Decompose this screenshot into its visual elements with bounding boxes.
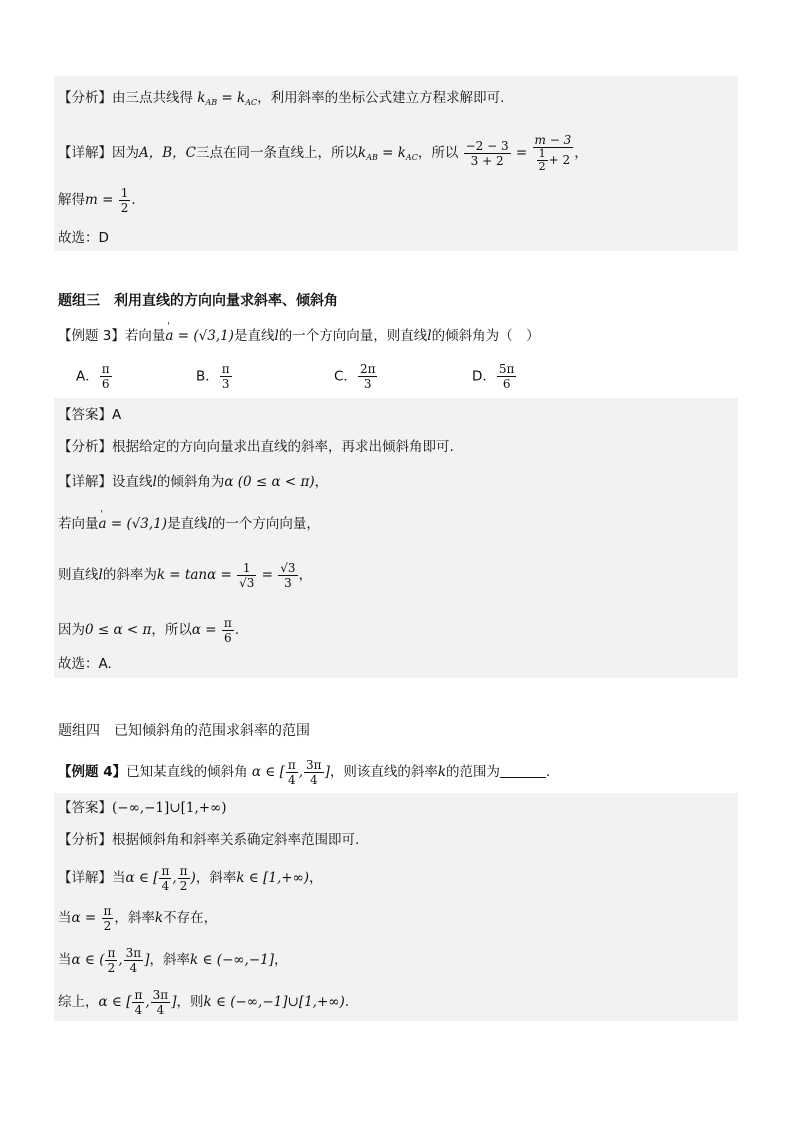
- example3-answer: 【答案】A: [58, 407, 122, 423]
- example4-stem: 【例题 4】已知某直线的倾斜角 α ∈ [ $\frac{\pi}{4}$ , $\frac{3\pi}{4}$ ]，则该直线的斜率k的范围为 .: [58, 757, 551, 787]
- option-d[interactable]: D． $\frac{5\pi}{6}$: [472, 362, 515, 391]
- example3-detail-3: 则直线l的斜率为k = tanα = $\frac{1}{√3}$ = $\frac{√3}{3}$ ，: [58, 560, 313, 590]
- example3-detail-1: 【详解】设直线l的倾斜角为α (0 ≤ α < π)，: [58, 474, 329, 490]
- option-a[interactable]: A． $\frac{\pi}{6}$: [76, 362, 110, 391]
- option-b[interactable]: B． $\frac{\pi}{3}$: [196, 362, 230, 391]
- group3-title: 题组三 利用直线的方向向量求斜率、倾斜角: [58, 293, 338, 309]
- frac-slope-ac: m − 3 $\frac{1}{2}$ + 2: [534, 133, 572, 173]
- group4-title: 题组四 已知倾斜角的范围求斜率的范围: [58, 723, 310, 739]
- example3-analysis: 【分析】根据给定的方向向量求出直线的斜率，再求出倾斜角即可.: [58, 439, 454, 455]
- example3-detail-4: 因为0 ≤ α < π，所以α = $\frac{\pi}{6}$ .: [58, 615, 240, 645]
- example4-detail-1: 【详解】当α ∈ [ $\frac{\pi}{4}$ , $\frac{\pi}{2}$ )，斜率k ∈ [1,+∞)，: [58, 863, 323, 893]
- example4-answer: 【答案】(−∞,−1]∪[1,+∞): [58, 800, 227, 816]
- example4-analysis: 【分析】根据倾斜角和斜率关系确定斜率范围即可.: [58, 832, 360, 848]
- prev-choose: 故选：D: [58, 230, 109, 246]
- prev-solve-line: 解得m = $\frac{1}{2}$ .: [58, 185, 136, 215]
- example3-detail-2: 若向量' a = (√3,1)是直线l的一个方向向量，: [58, 514, 320, 534]
- prev-detail-line: 【详解】因为A，B，C三点在同一条直线上，所以$k_{AB} = k_{AC}$，所以 $\frac{-2 - 3}{3 + 2}$ = m − 3 $\frac{1}{2}$ + 2 ，: [58, 133, 588, 173]
- frac-slope-ab: $\frac{-2 - 3}{3 + 2}$: [465, 138, 509, 168]
- example3-choose: 故选：A.: [58, 656, 112, 672]
- option-c[interactable]: C． $\frac{2\pi}{3}$: [334, 362, 376, 391]
- example4-detail-4: 综上，α ∈ [ $\frac{\pi}{4}$ , $\frac{3\pi}{4}$ ]，则k ∈ (−∞,−1]∪[1,+∞).: [58, 987, 350, 1017]
- example3-stem: 【例题 3】若向量' a = (√3,1)是直线l的一个方向向量，则直线l的倾斜角为（ ）: [58, 326, 540, 346]
- example4-detail-3: 当α ∈ ( $\frac{\pi}{2}$ , $\frac{3\pi}{4}$ ]，斜率k ∈ (−∞,−1]，: [58, 945, 288, 975]
- example4-detail-2: 当α = $\frac{\pi}{2}$ ，斜率k不存在，: [58, 903, 218, 933]
- prev-analysis-line: 【分析】由三点共线得 $k_{AB} = k_{AC}$，利用斜率的坐标公式建立方程求解即可.: [58, 90, 505, 107]
- answer-blank[interactable]: [500, 777, 546, 778]
